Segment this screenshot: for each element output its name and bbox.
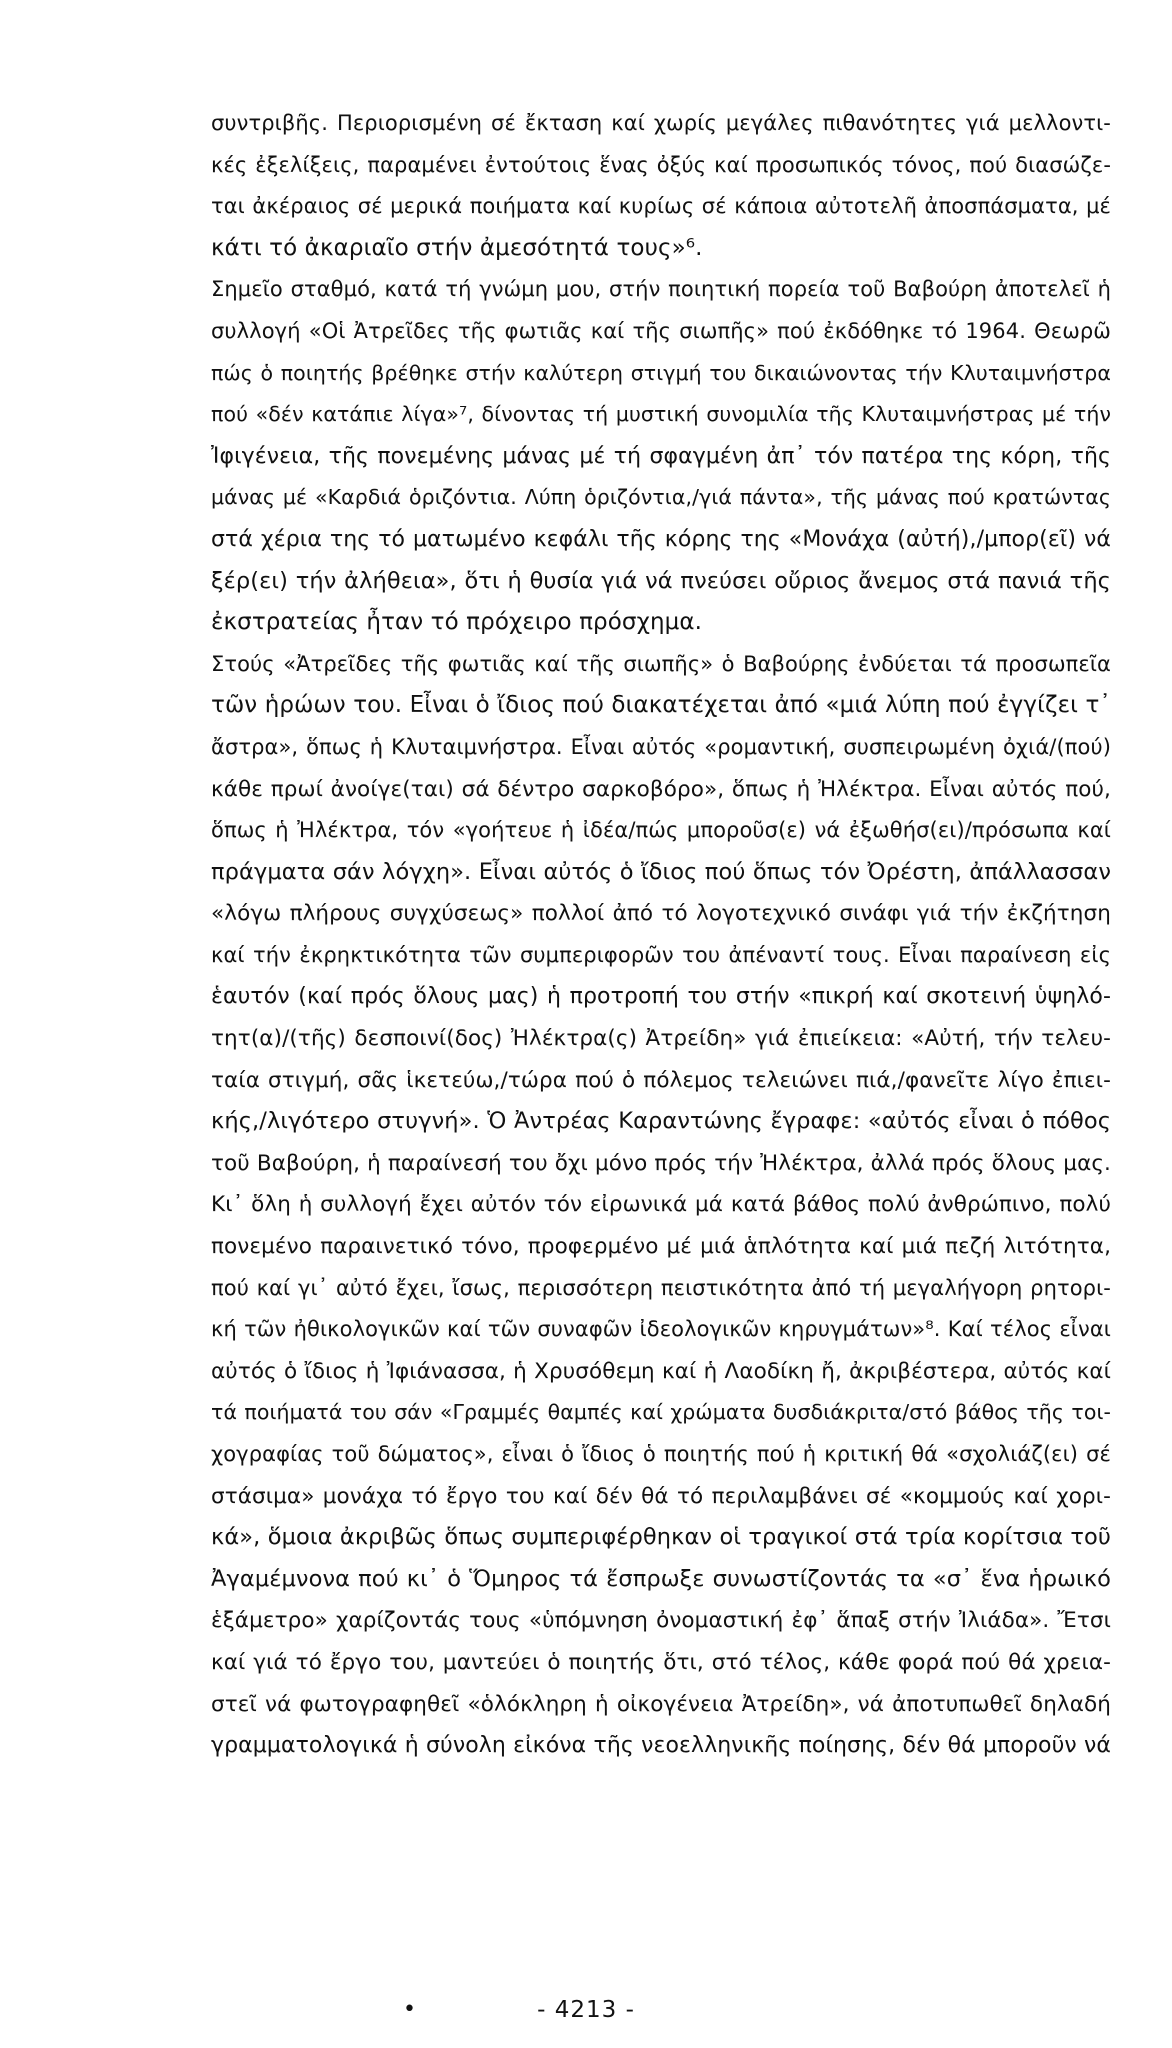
text-line: στάσιμα» μονάχα τό ἔργο του καί δέν θά τό περιλαμβάνει σέ «κομμούς καί χορι- xyxy=(211,1483,1111,1509)
text-line: πού καί γι᾽ αὐτό ἔχει, ἴσως, περισσότερη πειστικότητα ἀπό τή μεγαλήγορη ρητορι- xyxy=(211,1275,1111,1300)
text-line: κές ἐξελίξεις, παραμένει ἐντούτοις ἕνας ὀξύς καί προσωπικός τόνος, πού διασώζε- xyxy=(211,152,1111,177)
text-line: πού «δέν κατάπιε λίγα»⁷, δίνοντας τή μυστική συνομιλία τῆς Κλυταιμνήστρας μέ τήν xyxy=(211,402,1111,427)
text-line: πονεμένο παραινετικό τόνο, προφερμένο μέ μιά ἁπλότητα καί μιά πεζή λιτότητα, xyxy=(211,1234,1111,1260)
text-line: τοῦ Βαβούρη, ἡ παραίνεσή του ὄχι μόνο πρός τήν Ἠλέκτρα, ἀλλά πρός ὅλους μας. xyxy=(211,1150,1111,1176)
text-line xyxy=(211,1767,1111,1809)
text-line: στά χέρια της τό ματωμένο κεφάλι τῆς κόρης της «Μονάχα (αὐτή),/μπορ(εῖ) νά xyxy=(211,526,1111,552)
body-text xyxy=(211,103,1111,1808)
text-line: συντριβῆς. Περιορισμένη σέ ἔκταση καί χωρίς μεγάλες πιθανότητες γιά μελλοντι- xyxy=(211,111,1111,135)
text-line: Κι᾽ ὅλη ἡ συλλογή ἔχει αὐτόν τόν εἰρωνικά μά κατά βάθος πολύ ἀνθρώπινο, πολύ xyxy=(211,1192,1111,1218)
text-line: τῶν ἡρώων του. Εἶναι ὁ ἴδιος πού διακατέχεται ἀπό «μιά λύπη πού ἐγγίζει τ᾽ xyxy=(211,692,1111,719)
text-line: ὅπως ἡ Ἠλέκτρα, τόν «γοήτευε ἡ ἰδέα/πώς μποροῦσ(ε) νά ἐξωθήσ(ει)/πρόσωπα καί xyxy=(211,818,1111,843)
text-line: κάθε πρωί ἀνοίγε(ται) σά δέντρο σαρκοβόρο», ὅπως ἡ Ἠλέκτρα. Εἶναι αὐτός πού, xyxy=(211,776,1111,802)
text-line: καί γιά τό ἔργο του, μαντεύει ὁ ποιητής ὅτι, στό τέλος, κάθε φορά πού θά χρεια- xyxy=(211,1649,1111,1675)
text-line: κά», ὅμοια ἀκριβῶς ὅπως συμπεριφέρθηκαν οἱ τραγικοί στά τρία κορίτσια τοῦ xyxy=(211,1524,1111,1551)
text-line: χογραφίας τοῦ δώματος», εἶναι ὁ ἴδιος ὁ ποιητής πού ἡ κριτική θά «σχολιάζ(ει) σέ xyxy=(211,1442,1111,1466)
text-line: Ἀγαμέμνονα πού κι᾽ ὁ Ὅμηρος τά ἔσπρωξε συνωστίζοντάς τα «σ᾽ ἕνα ἡρωικό xyxy=(211,1565,1111,1592)
text-line: κής,/λιγότερο στυγνή». Ὁ Ἀντρέας Καραντώνης ἔγραφε: «αὐτός εἶναι ὁ πόθος xyxy=(211,1108,1111,1135)
text-line: αὐτός ὁ ἴδιος ἡ Ἰφιάνασσα, ἡ Χρυσόθεμη καί ἡ Λαοδίκη ἤ, ἀκριβέστερα, αὐτός καί xyxy=(211,1358,1111,1384)
text-line: «λόγω πλήρους συγχύσεως» πολλοί ἀπό τό λογοτεχνικό σινάφι γιά τήν ἐκζήτηση xyxy=(211,901,1111,927)
text-line: κή τῶν ἠθικολογικῶν καί τῶν συναφῶν ἰδεολογικῶν κηρυγμάτων»⁸. Καί τέλος εἶναι xyxy=(211,1317,1111,1342)
text-line: τητ(α)/(τῆς) δεσποινί(δος) Ἠλέκτρα(ς) Ἀτρείδη» γιά ἐπιείκεια: «Αὐτή, τήν τελευ- xyxy=(211,1026,1111,1052)
text-line: ἑαυτόν (καί πρός ὅλους μας) ἡ προτροπή του στήν «πικρή καί σκοτεινή ὑψηλό- xyxy=(211,984,1111,1010)
text-line: Στούς «Ἀτρεῖδες τῆς φωτιᾶς καί τῆς σιωπῆς» ὁ Βαβούρης ἐνδύεται τά προσωπεῖα xyxy=(211,651,1111,676)
text-line: πώς ὁ ποιητής βρέθηκε στήν καλύτερη στιγμή του δικαιώνοντας τήν Κλυταιμνήστρα xyxy=(211,360,1111,385)
text-line: Ἰφιγένεια, τῆς πονεμένης μάνας μέ τή σφαγμένη ἀπ᾽ τόν πατέρα της κόρη, τῆς xyxy=(211,443,1111,469)
text-line: ται ἀκέραιος σέ μερικά ποιήματα καί κυρίως σέ κάποια αὐτοτελῆ ἀποσπάσματα, μέ xyxy=(211,194,1111,219)
text-line: ξέρ(ει) τήν ἀλήθεια», ὅτι ἡ θυσία γιά νά πνεύσει οὔριος ἄνεμος στά πανιά τῆς xyxy=(211,567,1111,594)
text-line: τά ποιήματά του σάν «Γραμμές θαμπές καί χρώματα δυσδιάκριτα/στό βάθος τῆς τοι- xyxy=(211,1400,1111,1425)
text-line: πράγματα σάν λόγχη». Εἶναι αὐτός ὁ ἴδιος πού ὅπως τόν Ὀρέστη, ἀπάλλασσαν xyxy=(211,858,1111,885)
text-line: ἑξάμετρο» χαρίζοντάς τους «ὑπόμνηση ὀνομαστική ἐφ᾽ ἅπαξ στήν Ἰλιάδα». Ἔτσι xyxy=(211,1608,1111,1634)
text-line: συλλογή «Οἱ Ἀτρεῖδες τῆς φωτιᾶς καί τῆς σιωπῆς» πού ἐκδόθηκε τό 1964. Θεωρῶ xyxy=(211,318,1111,343)
text-line: ταία στιγμή, σᾶς ἱκετεύω,/τώρα πού ὁ πόλεμος τελειώνει πιά,/φανεῖτε λίγο ἐπιει- xyxy=(211,1067,1111,1093)
text-line: Σημεῖο σταθμό, κατά τή γνώμη μου, στήν ποιητική πορεία τοῦ Βαβούρη ἀποτελεῖ ἡ xyxy=(211,277,1111,302)
text-line: ἐκστρατείας ἦταν τό πρόχειρο πρόσχημα. xyxy=(211,609,703,636)
page-number: - 4213 - xyxy=(537,1997,635,2023)
text-line: γραμματολογικά ἡ σύνολη εἰκόνα τῆς νεοελληνικῆς ποίησης, δέν θά μποροῦν νά xyxy=(211,1733,1111,1759)
text-line: στεῖ νά φωτογραφηθεῖ «ὁλόκληρη ἡ οἰκογένεια Ἀτρείδη», νά ἀποτυπωθεῖ δηλαδή xyxy=(211,1691,1111,1717)
margin-dot: • xyxy=(403,1997,416,2022)
text-line: κάτι τό ἀκαριαῖο στήν ἀμεσότητά τους»⁶. xyxy=(211,234,703,261)
text-line: ἄστρα», ὅπως ἡ Κλυταιμνήστρα. Εἶναι αὐτός «ρομαντική, συσπειρωμένη ὀχιά/(πού) xyxy=(211,734,1111,759)
text-line: μάνας μέ «Καρδιά ὁριζόντια. Λύπη ὁριζόντια,/γιά πάντα», τῆς μάνας πού κρατώντας xyxy=(211,485,1111,510)
text-line: καί τήν ἐκρηκτικότητα τῶν συμπεριφορῶν του ἀπέναντί τους. Εἶναι παραίνεση εἰς xyxy=(211,942,1111,967)
